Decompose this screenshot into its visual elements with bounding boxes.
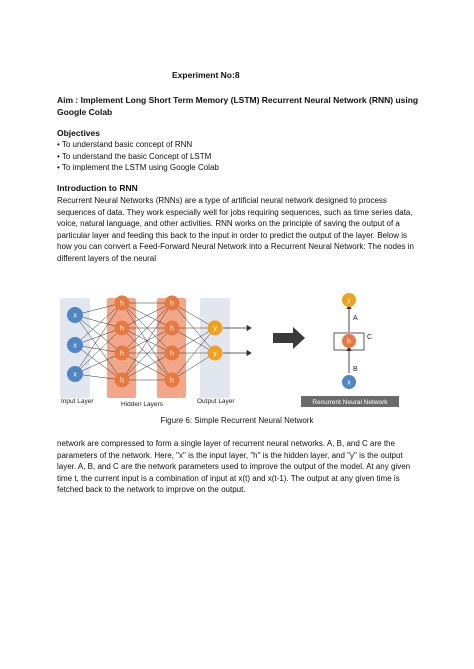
hidden-node-label: h bbox=[120, 350, 124, 358]
input-nodes bbox=[67, 307, 83, 382]
compact-rnn-diagram bbox=[301, 293, 399, 407]
intro-paragraph: Recurrent Neural Networks (RNNs) are a type of artificial neural network designed to process sequences of data. They work especially well for jobs requiring sequences, such as time series data, voice, natural language, and other activities. RNN works on the principle of saving the output of a particular layer and feeding this back to the input in order to predict the output of the layer. Below is how you can convert a Feed-Forward Neural Network into a Recurrent Neural Network: The nodes in different layers of the neural bbox=[57, 196, 414, 263]
hidden-node-label: h bbox=[120, 325, 124, 333]
output-layer-label: Output Layer bbox=[197, 398, 235, 405]
transform-arrow-icon bbox=[273, 327, 305, 349]
hidden-node-label: h bbox=[170, 325, 174, 333]
intro-heading: Introduction to RNN bbox=[57, 183, 138, 193]
rnn-label: Recurrent Neural Network bbox=[312, 399, 388, 406]
hidden-node-label: h bbox=[170, 350, 174, 358]
input-node-label: x bbox=[73, 342, 77, 350]
objective-item: • To understand basic concept of RNN bbox=[57, 140, 193, 149]
compact-input-label: x bbox=[347, 379, 351, 387]
objectives-list bbox=[57, 139, 219, 174]
input-node-label: x bbox=[73, 312, 77, 320]
hidden-node-label: h bbox=[120, 377, 124, 385]
hidden-node-label: h bbox=[120, 300, 124, 308]
rnn-figure bbox=[55, 285, 420, 410]
connection-lines bbox=[75, 300, 215, 380]
param-c-label: C bbox=[367, 334, 373, 341]
input-layer-label: Input Layer bbox=[61, 398, 94, 405]
objectives-heading: Objectives bbox=[57, 128, 100, 138]
hidden-node-label: h bbox=[170, 377, 174, 385]
param-b-label: B bbox=[353, 366, 358, 373]
objective-item: • To understand the basic Concept of LSTM bbox=[57, 151, 212, 161]
aim-statement: Aim : Implement Long Short Term Memory (LSTM) Recurrent Neural Network (RNN) using Google Colab bbox=[57, 95, 419, 117]
figure-caption: Figure 6: Simple Recurrent Neural Network bbox=[160, 416, 314, 425]
input-node-label: x bbox=[73, 371, 77, 379]
hidden-node-label: h bbox=[170, 300, 174, 308]
output-node-label: y bbox=[213, 325, 217, 333]
hidden-layers-label: Hidden Layers bbox=[121, 401, 163, 408]
compact-output-label: y bbox=[347, 297, 351, 305]
intro-paragraph-continued: network are compressed to form a single layer of recurrent neural networks. A, B, and C are the parameters of the network. Here, "x" is the input layer, "h" is the hidden layer, and "y" is the output layer. A, B, and C are the network parameters used to improve the output of the model. At any given time t, the current input is a combination of input at x(t) and x(t-1). The output at any given time is fetched back to the network to improve on the output. bbox=[57, 439, 411, 495]
objective-item: • To implement the LSTM using Google Colab bbox=[57, 163, 219, 172]
output-node-label: y bbox=[213, 350, 217, 358]
page-title: Experiment No:8 bbox=[172, 70, 240, 80]
param-a-label: A bbox=[353, 315, 358, 322]
compact-hidden-label: h bbox=[347, 338, 351, 346]
